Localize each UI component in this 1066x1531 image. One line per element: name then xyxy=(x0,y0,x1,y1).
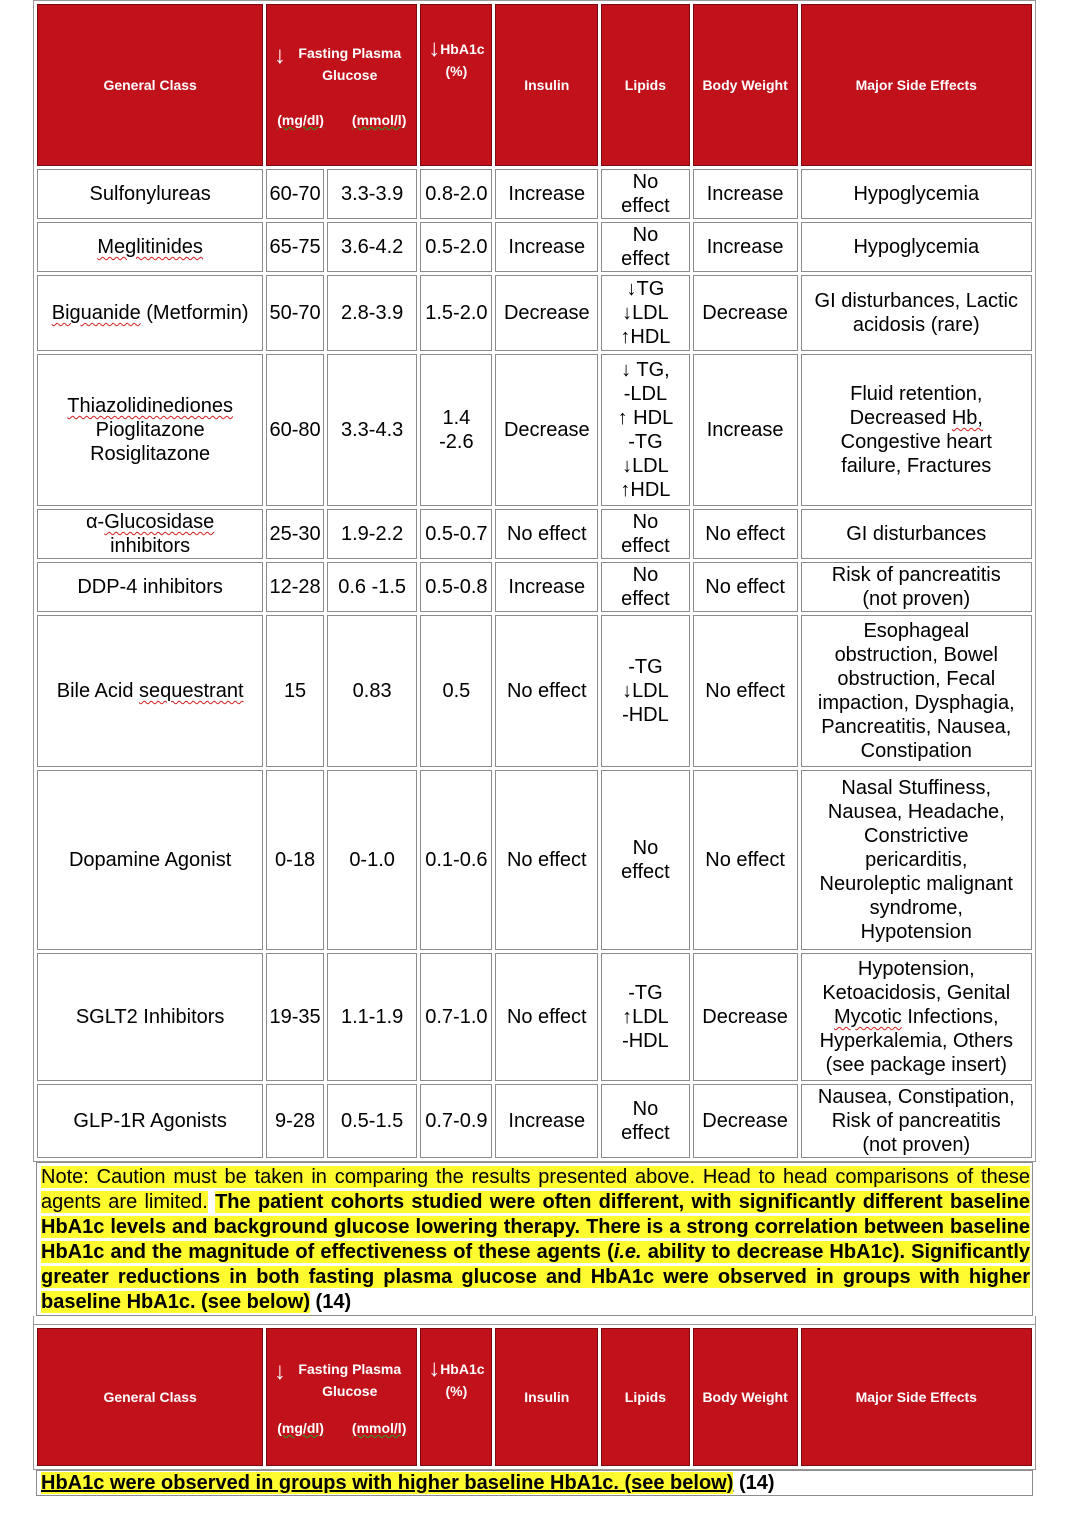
cell-side-effects: GI disturbances xyxy=(801,509,1032,559)
cell-fpg-mmol: 0.6 -1.5 xyxy=(327,562,418,612)
table-row xyxy=(37,770,1032,950)
cell-general-class: Meglitinides xyxy=(37,222,263,272)
cell-hba1c: 0.5-0.8 xyxy=(420,562,492,612)
table-row xyxy=(37,275,1032,351)
note-ie: i.e. xyxy=(613,1241,642,1263)
table-row xyxy=(37,562,1032,612)
header-lipids: Lipids xyxy=(601,1328,689,1466)
cell-side-effects: Hypoglycemia xyxy=(801,169,1032,219)
cell-general-class: SGLT2 Inhibitors xyxy=(37,953,263,1081)
caution-note xyxy=(36,1162,1033,1316)
down-arrow-icon: ↓ xyxy=(273,42,286,69)
cell-general-class: GLP-1R Agonists xyxy=(37,1084,263,1158)
cell-hba1c: 0.5-0.7 xyxy=(420,509,492,559)
cell-side-effects: Nausea, Constipation, Risk of pancreatitis (not proven) xyxy=(801,1084,1032,1158)
repeated-header-row xyxy=(37,1328,1032,1466)
cell-lipids: No effect xyxy=(601,1084,689,1158)
truncated-note-line: HbA1c were observed in groups with higher baseline HbA1c. (see below) (14) xyxy=(36,1470,1033,1496)
down-arrow-icon: ↓ xyxy=(428,1355,441,1382)
cell-hba1c: 1.5-2.0 xyxy=(420,275,492,351)
cell-body-weight: No effect xyxy=(693,509,798,559)
table-row xyxy=(37,509,1032,559)
cell-fpg-mmol: 1.9-2.2 xyxy=(327,509,418,559)
cell-insulin: Increase xyxy=(495,169,598,219)
cell-hba1c: 0.5-2.0 xyxy=(420,222,492,272)
cell-general-class: Biguanide (Metformin) xyxy=(37,275,263,351)
cell-side-effects: Hypotension, Ketoacidosis, Genital Mycotic Infections, Hyperkalemia, Others (see package insert) xyxy=(801,953,1032,1081)
cell-lipids: -TG ↑LDL -HDL xyxy=(601,953,689,1081)
cell-insulin: Increase xyxy=(495,562,598,612)
cell-insulin: No effect xyxy=(495,953,598,1081)
unit-mmol: (mmol/l) xyxy=(351,112,407,128)
cell-lipids: No effect xyxy=(601,509,689,559)
cell-body-weight: No effect xyxy=(693,615,798,767)
cell-insulin: No effect xyxy=(495,509,598,559)
header-hba1c: ↓HbA1c (%) xyxy=(420,1328,492,1466)
cell-fpg-mmol: 0-1.0 xyxy=(327,770,418,950)
cell-lipids: -TG ↓LDL -HDL xyxy=(601,615,689,767)
cell-side-effects: Nasal Stuffiness, Nausea, Headache, Constrictive pericarditis, Neuroleptic malignant syndrome, Hypotension xyxy=(801,770,1032,950)
cell-body-weight: Increase xyxy=(693,169,798,219)
cell-lipids: No effect xyxy=(601,169,689,219)
cell-fpg-mmol: 3.3-4.3 xyxy=(327,354,418,506)
cell-fpg-mmol: 0.5-1.5 xyxy=(327,1084,418,1158)
cell-insulin: No effect xyxy=(495,615,598,767)
table-row xyxy=(37,615,1032,767)
cell-fpg-mgdl: 15 xyxy=(266,615,324,767)
header-fasting-plasma-glucose: ↓ Fasting Plasma Glucose (mg/dl) (mmol/l) xyxy=(266,4,417,166)
table-row xyxy=(37,169,1032,219)
header-lipids: Lipids xyxy=(601,4,689,166)
cell-fpg-mgdl: 60-80 xyxy=(266,354,324,506)
cell-hba1c: 0.7-1.0 xyxy=(420,953,492,1081)
note-plain: Note: Caution must be taken in comparing the results presented above. Head to head comparisons of these agents are limited. xyxy=(41,1166,1030,1213)
cell-lipids: ↓ TG, -LDL ↑ HDL -TG ↓LDL ↑HDL xyxy=(601,354,689,506)
cell-fpg-mgdl: 12-28 xyxy=(266,562,324,612)
unit-mgdl: (mg/dl) xyxy=(277,112,324,128)
header-body-weight: Body Weight xyxy=(693,1328,798,1466)
cell-general-class: α-Glucosidase inhibitors xyxy=(37,509,263,559)
note-reference: (14) xyxy=(315,1291,352,1313)
cell-fpg-mgdl: 50-70 xyxy=(266,275,324,351)
cell-general-class: Dopamine Agonist xyxy=(37,770,263,950)
cell-side-effects: Fluid retention, Decreased Hb, Congestive heart failure, Fractures xyxy=(801,354,1032,506)
cell-fpg-mgdl: 25-30 xyxy=(266,509,324,559)
cell-fpg-mmol: 0.83 xyxy=(327,615,418,767)
cell-insulin: Decrease xyxy=(495,275,598,351)
cell-fpg-mgdl: 60-70 xyxy=(266,169,324,219)
header-body-weight: Body Weight xyxy=(693,4,798,166)
cell-general-class: Bile Acid sequestrant xyxy=(37,615,263,767)
cell-lipids: No effect xyxy=(601,770,689,950)
cell-lipids: ↓TG ↓LDL ↑HDL xyxy=(601,275,689,351)
header-general-class: General Class xyxy=(37,1328,263,1466)
header-fasting-plasma-glucose: ↓ Fasting Plasma Glucose (mg/dl) (mmol/l) xyxy=(266,1328,417,1466)
drug-comparison-table xyxy=(33,0,1036,1162)
cell-body-weight: No effect xyxy=(693,770,798,950)
table-row xyxy=(37,1084,1032,1158)
header-side-effects: Major Side Effects xyxy=(801,4,1032,166)
cell-insulin: No effect xyxy=(495,770,598,950)
table-row xyxy=(37,354,1032,506)
cell-fpg-mgdl: 19-35 xyxy=(266,953,324,1081)
cell-general-class: Sulfonylureas xyxy=(37,169,263,219)
cell-side-effects: Hypoglycemia xyxy=(801,222,1032,272)
cell-hba1c: 0.1-0.6 xyxy=(420,770,492,950)
cell-lipids: No effect xyxy=(601,562,689,612)
header-row xyxy=(37,4,1032,166)
cell-side-effects: Esophageal obstruction, Bowel obstruction, Fecal impaction, Dysphagia, Pancreatitis, Nausea, Constipation xyxy=(801,615,1032,767)
cell-insulin: Increase xyxy=(495,1084,598,1158)
cell-fpg-mmol: 3.3-3.9 xyxy=(327,169,418,219)
note-bold-2: ability to decrease HbA1c). Significantly greater reductions in both fasting plasma glucose and HbA1c were observed in groups with higher baseline HbA1c. (see below) xyxy=(41,1241,1031,1313)
cell-fpg-mgdl: 0-18 xyxy=(266,770,324,950)
note-bold: The patient cohorts studied were often different, with significantly different baseline HbA1c levels and background glucose lowering therapy. There is a strong correlation between baseline HbA1c and the magnitude of effectiveness of these agents ( xyxy=(41,1191,1030,1263)
down-arrow-icon: ↓ xyxy=(273,1358,286,1385)
cell-hba1c: 0.7-0.9 xyxy=(420,1084,492,1158)
document-page xyxy=(33,0,1036,1496)
cell-hba1c: 1.4 -2.6 xyxy=(420,354,492,506)
table-row xyxy=(37,953,1032,1081)
cell-fpg-mgdl: 9-28 xyxy=(266,1084,324,1158)
header-hba1c: ↓HbA1c (%) xyxy=(420,4,492,166)
cell-body-weight: Decrease xyxy=(693,1084,798,1158)
header-insulin: Insulin xyxy=(495,1328,598,1466)
cell-side-effects: GI disturbances, Lactic acidosis (rare) xyxy=(801,275,1032,351)
cell-fpg-mmol: 3.6-4.2 xyxy=(327,222,418,272)
cell-body-weight: No effect xyxy=(693,562,798,612)
cell-side-effects: Risk of pancreatitis (not proven) xyxy=(801,562,1032,612)
cell-insulin: Increase xyxy=(495,222,598,272)
cell-fpg-mmol: 1.1-1.9 xyxy=(327,953,418,1081)
cell-body-weight: Decrease xyxy=(693,953,798,1081)
cell-lipids: No effect xyxy=(601,222,689,272)
header-insulin: Insulin xyxy=(495,4,598,166)
cell-body-weight: Increase xyxy=(693,222,798,272)
cell-body-weight: Increase xyxy=(693,354,798,506)
down-arrow-icon: ↓ xyxy=(428,35,441,62)
cell-fpg-mmol: 2.8-3.9 xyxy=(327,275,418,351)
repeated-header-table xyxy=(33,1324,1036,1470)
header-side-effects: Major Side Effects xyxy=(801,1328,1032,1466)
table-body xyxy=(37,169,1032,1158)
cell-body-weight: Decrease xyxy=(693,275,798,351)
cell-general-class: DDP-4 inhibitors xyxy=(37,562,263,612)
header-general-class: General Class xyxy=(37,4,263,166)
cell-hba1c: 0.8-2.0 xyxy=(420,169,492,219)
cell-general-class: Thiazolidinediones Pioglitazone Rosiglitazone xyxy=(37,354,263,506)
table-row xyxy=(37,222,1032,272)
cell-hba1c: 0.5 xyxy=(420,615,492,767)
cell-insulin: Decrease xyxy=(495,354,598,506)
cell-fpg-mgdl: 65-75 xyxy=(266,222,324,272)
